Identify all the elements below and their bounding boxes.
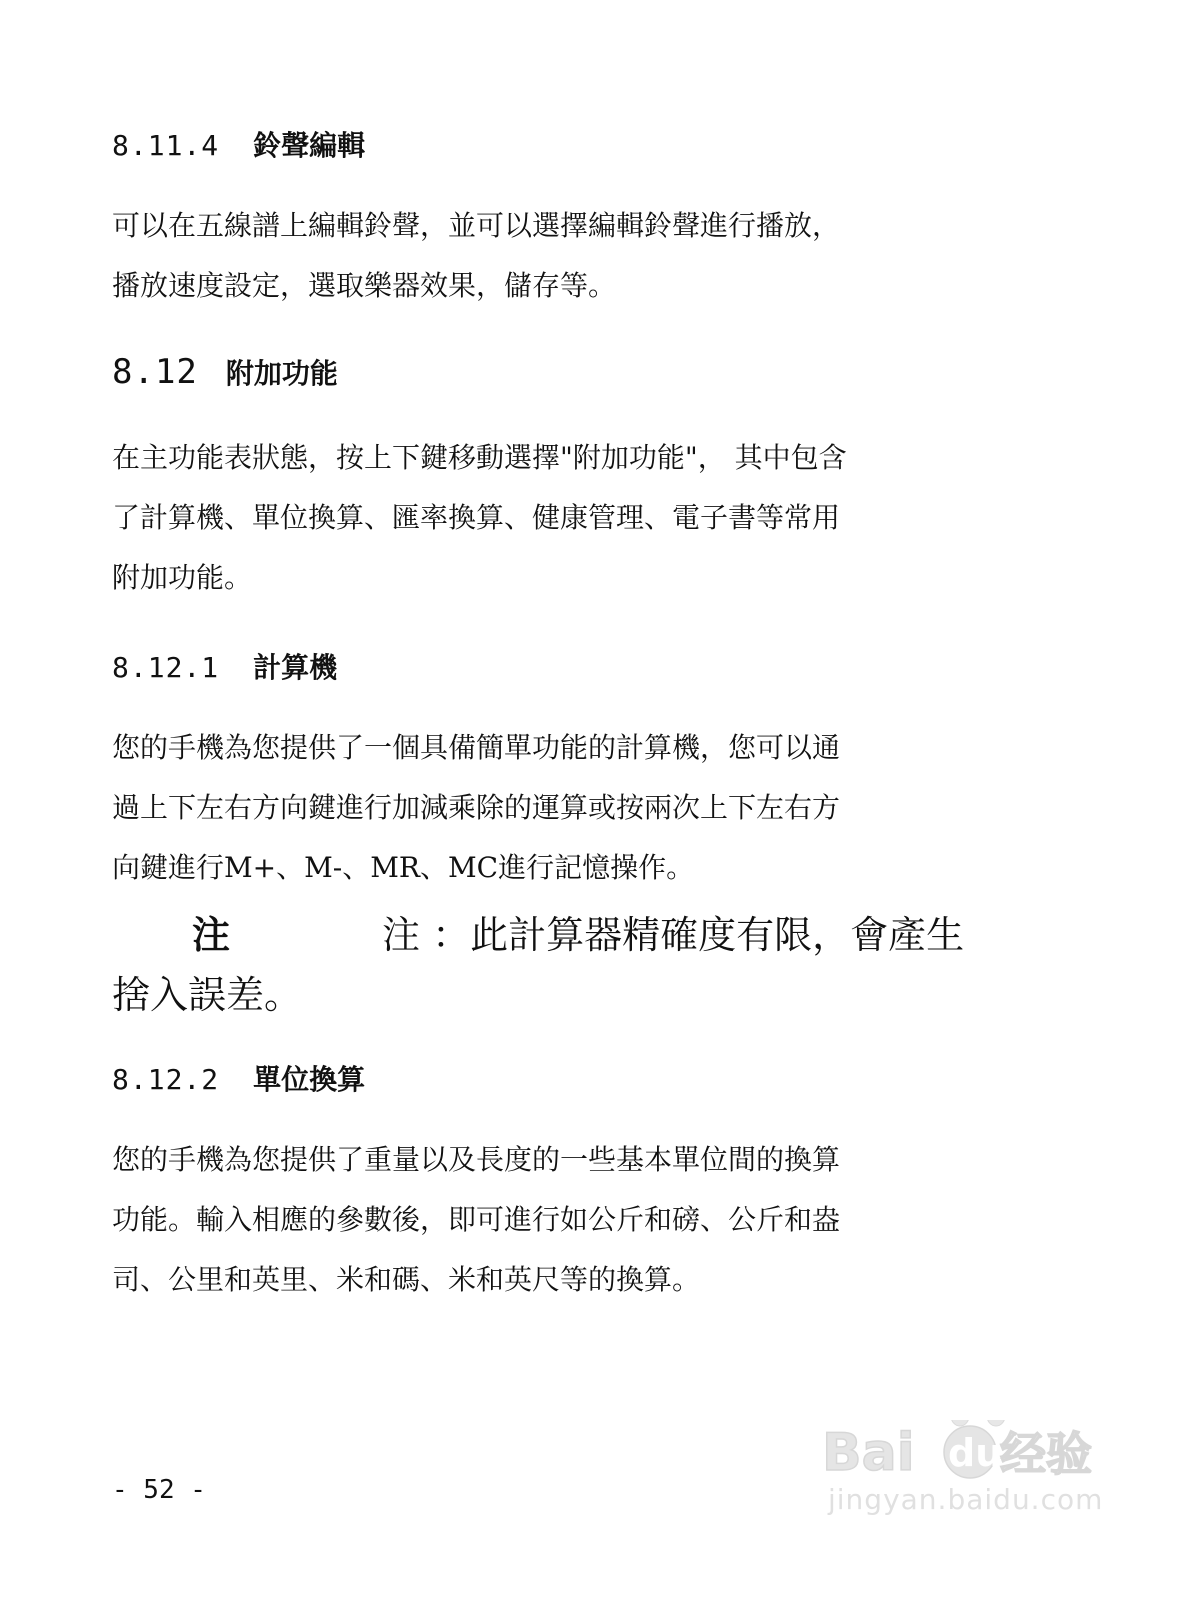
section-paragraph <box>112 1130 840 1310</box>
paragraph-line: 您的手機為您提供了重量以及長度的一些基本單位間的換算 <box>112 1143 841 1176</box>
paragraph-line: 功能。輸入相應的參數後，即可進行如公斤和磅、公斤和盎 <box>112 1203 841 1236</box>
paragraph-line: 過上下左右方向鍵進行加減乘除的運算或按兩次上下左右方 <box>112 791 841 824</box>
svg-text:du: du <box>948 1431 1003 1475</box>
section-title: 附加功能 <box>225 357 338 390</box>
note-mark: 注 <box>192 913 231 957</box>
paragraph-line: 向鍵進行M+、M-、MR、MC進行記憶操作。 <box>112 851 695 884</box>
paragraph-line: 附加功能。 <box>112 561 253 594</box>
svg-text:经验: 经验 <box>1000 1427 1092 1480</box>
page-number: - 52 - <box>112 1475 206 1505</box>
section-paragraph <box>112 196 840 316</box>
note-line: 捨入誤差。 <box>112 973 303 1017</box>
paragraph-line: 播放速度設定，選取樂器效果，儲存等。 <box>112 269 617 302</box>
section-heading-8-11-4 <box>112 124 365 164</box>
section-title: 鈴聲編輯 <box>253 129 366 162</box>
paragraph-line: 了計算機、單位換算、匯率換算、健康管理、電子書等常用 <box>112 501 841 534</box>
note-text: 注 ：此計算器精確度有限，會產生 <box>382 913 965 957</box>
paragraph-line: 您的手機為您提供了一個具備簡單功能的計算機，您可以通 <box>112 731 841 764</box>
baidu-jingyan-watermark <box>820 1395 1160 1525</box>
paragraph-line: 可以在五線譜上編輯鈴聲，並可以選擇編輯鈴聲進行播放， <box>112 209 841 242</box>
section-number: 8.11.4 <box>112 129 220 162</box>
note-line <box>112 905 964 965</box>
section-number: 8.12 <box>112 352 198 392</box>
baidu-logo-icon <box>820 1420 1160 1480</box>
section-paragraph <box>112 428 847 608</box>
section-number: 8.12.1 <box>112 651 220 684</box>
section-heading-8-12-2 <box>112 1058 365 1098</box>
section-heading-8-12 <box>112 352 338 392</box>
section-title: 計算機 <box>253 651 338 684</box>
section-number: 8.12.2 <box>112 1063 220 1096</box>
section-title: 單位換算 <box>253 1063 366 1096</box>
section-paragraph <box>112 718 840 898</box>
section-heading-8-12-1 <box>112 646 337 686</box>
calculator-note <box>112 905 964 1025</box>
watermark-url: jingyan.baidu.com <box>828 1483 1104 1516</box>
svg-text:Bai: Bai <box>822 1423 915 1480</box>
paragraph-line: 司、公里和英里、米和碼、米和英尺等的換算。 <box>112 1263 701 1296</box>
paragraph-line: 在主功能表狀態，按上下鍵移動選擇"附加功能"， 其中包含 <box>112 441 847 474</box>
